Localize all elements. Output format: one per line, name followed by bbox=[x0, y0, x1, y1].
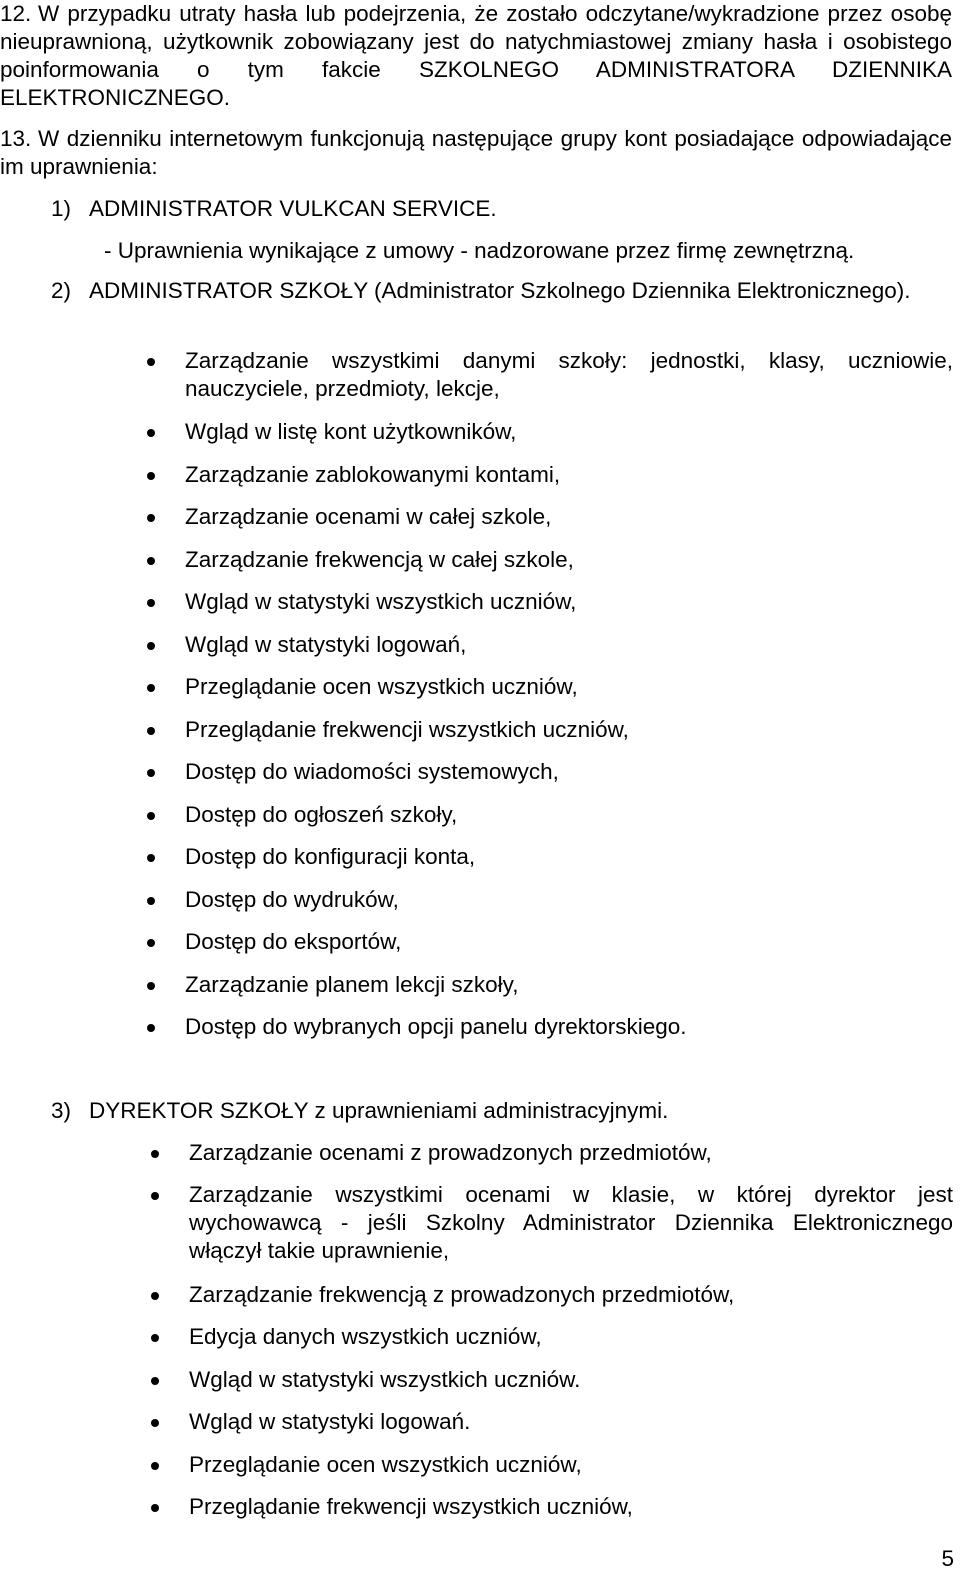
permission-text: Dostęp do ogłoszeń szkoły, bbox=[185, 802, 458, 827]
paragraph-number: 12. bbox=[0, 1, 32, 26]
bullet-icon bbox=[147, 599, 155, 607]
bullet-icon bbox=[147, 982, 155, 990]
permission-item bbox=[189, 1493, 953, 1521]
permission-text: Dostęp do wiadomości systemowych, bbox=[185, 759, 559, 784]
bullet-icon bbox=[151, 1192, 159, 1200]
group-2-heading bbox=[51, 277, 951, 305]
permission-text: Dostęp do wydruków, bbox=[185, 887, 399, 912]
permission-item bbox=[185, 673, 953, 701]
permission-item bbox=[185, 716, 953, 744]
permission-item bbox=[185, 886, 953, 914]
paragraph-13 bbox=[0, 125, 952, 181]
permission-text: Przeglądanie frekwencji wszystkich uczniów, bbox=[185, 717, 629, 742]
bullet-icon bbox=[151, 1504, 159, 1512]
permission-text: Wgląd w listę kont użytkowników, bbox=[185, 419, 517, 444]
bullet-icon bbox=[147, 472, 155, 480]
permission-text: Zarządzanie frekwencją z prowadzonych przedmiotów, bbox=[189, 1282, 735, 1307]
permission-item bbox=[189, 1366, 953, 1394]
bullet-icon bbox=[151, 1377, 159, 1385]
permission-text: Zarządzanie ocenami z prowadzonych przedmiotów, bbox=[189, 1140, 712, 1165]
permission-item bbox=[185, 928, 953, 956]
permission-item bbox=[185, 588, 953, 616]
permission-item bbox=[185, 546, 953, 574]
permission-item bbox=[189, 1139, 953, 1167]
bullet-icon bbox=[151, 1462, 159, 1470]
permission-text: Zarządzanie zablokowanymi kontami, bbox=[185, 462, 561, 487]
page-number: 5 bbox=[941, 1546, 954, 1571]
permission-item bbox=[185, 758, 953, 786]
permission-text: Przeglądanie ocen wszystkich uczniów, bbox=[189, 1452, 582, 1477]
bullet-icon bbox=[147, 557, 155, 565]
bullet-icon bbox=[147, 897, 155, 905]
permission-item bbox=[189, 1408, 953, 1436]
group-title: ADMINISTRATOR VULKCAN SERVICE. bbox=[89, 196, 497, 221]
permission-item bbox=[185, 503, 953, 531]
permission-text: Dostęp do konfiguracji konta, bbox=[185, 844, 476, 869]
bullet-icon bbox=[147, 642, 155, 650]
bullet-icon bbox=[147, 812, 155, 820]
group-number: 1) bbox=[51, 196, 72, 221]
permission-item bbox=[185, 418, 953, 446]
permission-text: Edycja danych wszystkich uczniów, bbox=[189, 1324, 542, 1349]
permission-text: Zarządzanie wszystkimi danymi szkoły: jednostki, klasy, uczniowie, nauczyciele, przedmioty, lekcje, bbox=[185, 348, 953, 401]
bullet-icon bbox=[147, 939, 155, 947]
permission-item bbox=[189, 1451, 953, 1479]
bullet-icon bbox=[151, 1150, 159, 1158]
permission-text: Przeglądanie frekwencji wszystkich uczniów, bbox=[189, 1494, 633, 1519]
permission-item bbox=[185, 631, 953, 659]
permission-text: Wgląd w statystyki logowań, bbox=[185, 632, 467, 657]
permission-item bbox=[185, 347, 953, 403]
bullet-icon bbox=[147, 429, 155, 437]
group-1-note: - Uprawnienia wynikające z umowy - nadzorowane przez firmę zewnętrzną. bbox=[104, 238, 855, 263]
group-title: ADMINISTRATOR SZKOŁY (Administrator Szkolnego Dziennika Elektronicznego). bbox=[89, 278, 911, 303]
permission-item bbox=[189, 1181, 953, 1265]
permission-text: Wgląd w statystyki logowań. bbox=[189, 1409, 471, 1434]
bullet-icon bbox=[147, 727, 155, 735]
group-number: 2) bbox=[51, 278, 72, 303]
permission-item bbox=[185, 801, 953, 829]
bullet-icon bbox=[147, 854, 155, 862]
permission-text: Przeglądanie ocen wszystkich uczniów, bbox=[185, 674, 578, 699]
permission-item bbox=[189, 1281, 953, 1309]
bullet-icon bbox=[151, 1419, 159, 1427]
paragraph-text: W dzienniku internetowym funkcjonują następujące grupy kont posiadające odpowiadające im uprawnienia: bbox=[0, 126, 952, 179]
group-1-heading bbox=[51, 195, 951, 223]
permission-text: Zarządzanie wszystkimi ocenami w klasie, w której dyrektor jest wychowawcą - jeśli Szkolny Administrator Dziennika Elektronicznego włączył takie uprawnienie, bbox=[189, 1182, 953, 1263]
group-title: DYREKTOR SZKOŁY z uprawnieniami administracyjnymi. bbox=[89, 1098, 669, 1123]
permission-text: Dostęp do eksportów, bbox=[185, 929, 402, 954]
group-number: 3) bbox=[51, 1098, 72, 1123]
permission-item bbox=[185, 461, 953, 489]
bullet-icon bbox=[151, 1292, 159, 1300]
permission-item bbox=[185, 1013, 953, 1041]
permission-text: Wgląd w statystyki wszystkich uczniów. bbox=[189, 1367, 581, 1392]
permission-text: Dostęp do wybranych opcji panelu dyrektorskiego. bbox=[185, 1014, 687, 1039]
bullet-icon bbox=[147, 684, 155, 692]
bullet-icon bbox=[151, 1334, 159, 1342]
paragraph-number: 13. bbox=[0, 126, 32, 151]
paragraph-12 bbox=[0, 0, 952, 112]
group-3-heading bbox=[51, 1097, 951, 1125]
permission-text: Zarządzanie planem lekcji szkoły, bbox=[185, 972, 519, 997]
bullet-icon bbox=[147, 769, 155, 777]
bullet-icon bbox=[147, 358, 155, 366]
permission-text: Zarządzanie frekwencją w całej szkole, bbox=[185, 547, 574, 572]
bullet-icon bbox=[147, 514, 155, 522]
permission-item bbox=[189, 1323, 953, 1351]
paragraph-text: W przypadku utraty hasła lub podejrzenia, że zostało odczytane/wykradzione przez osobę nieuprawnioną, użytkownik zobowiązany jest do natychmiastowej zmiany hasła i osobistego poinformowania o tym fakcie SZKOLNEGO ADMINISTRATORA DZIENNIKA ELEKTRONICZNEGO. bbox=[0, 1, 952, 110]
permission-item bbox=[185, 971, 953, 999]
permission-text: Wgląd w statystyki wszystkich uczniów, bbox=[185, 589, 577, 614]
bullet-icon bbox=[147, 1024, 155, 1032]
permission-text: Zarządzanie ocenami w całej szkole, bbox=[185, 504, 552, 529]
permission-item bbox=[185, 843, 953, 871]
